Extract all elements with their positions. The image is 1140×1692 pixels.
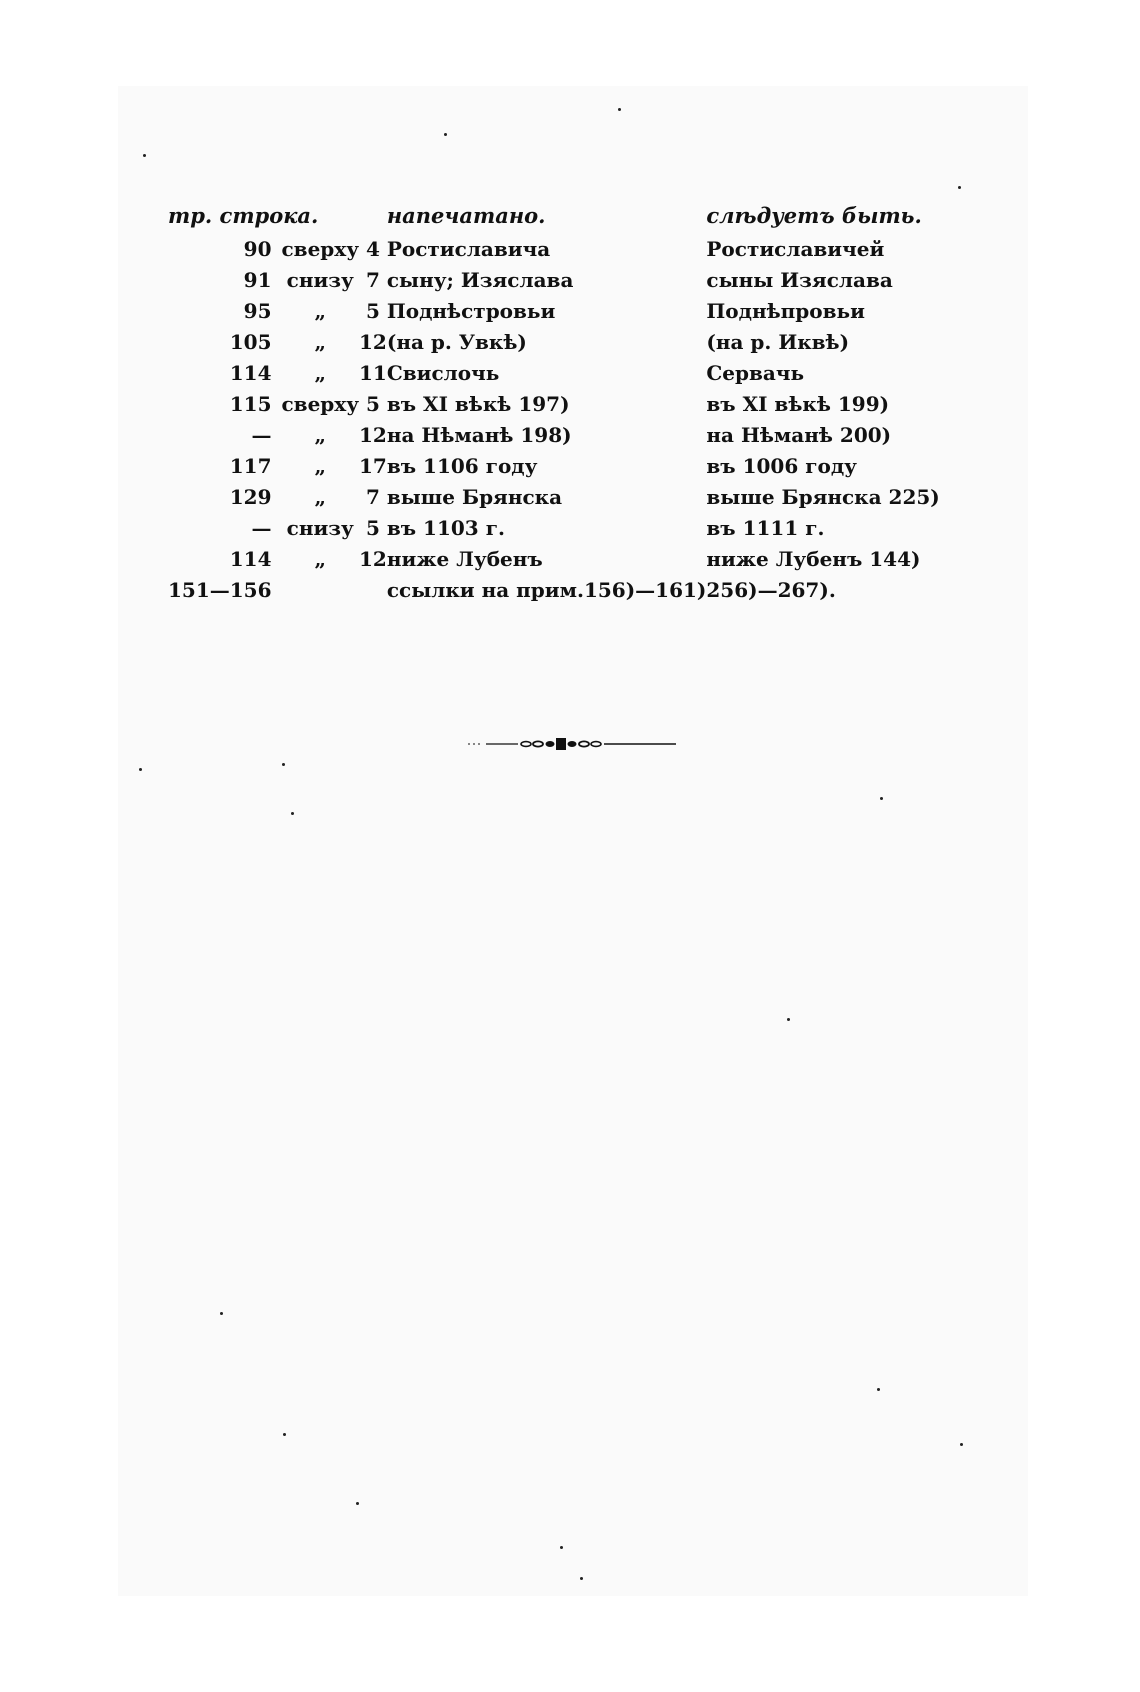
- print-speck: [444, 133, 447, 136]
- page-number-cell: —: [251, 516, 272, 540]
- errata-row: [168, 327, 940, 358]
- correct-text-cell: въ XI вѣкѣ 199): [706, 392, 890, 416]
- page-number-cell: 95: [243, 299, 272, 323]
- position-cell: „: [314, 454, 327, 478]
- page-number-cell: 114: [229, 361, 272, 385]
- errata-row: [168, 482, 940, 513]
- correct-text-cell: Сервачь: [706, 361, 805, 385]
- printed-text-cell: въ 1103 г.: [386, 516, 505, 540]
- errata-row: [168, 296, 940, 327]
- header-correct: слѣдуетъ быть.: [706, 203, 922, 228]
- print-speck: [958, 186, 961, 189]
- print-speck: [143, 154, 146, 157]
- page-number-cell: 115: [229, 392, 272, 416]
- print-speck: [618, 108, 621, 111]
- position-cell: сверху: [281, 392, 360, 416]
- print-speck: [877, 1388, 880, 1391]
- printed-text-cell: Поднѣстровьи: [386, 299, 556, 323]
- errata-row: [168, 389, 940, 420]
- page-number-cell: 151—156: [168, 578, 272, 602]
- print-speck: [580, 1577, 583, 1580]
- errata-row: [168, 358, 940, 389]
- correct-text-cell: въ 1111 г.: [706, 516, 825, 540]
- correct-text-cell: ниже Лубенъ 144): [706, 547, 921, 571]
- page-number-cell: —: [251, 423, 272, 447]
- line-number-cell: 11: [359, 361, 387, 385]
- correct-text-cell: на Нѣманѣ 200): [706, 423, 892, 447]
- errata-body: [168, 234, 940, 606]
- print-speck: [220, 1312, 223, 1315]
- line-number-cell: 12: [359, 330, 387, 354]
- correct-text-cell: Ростиславичей: [706, 237, 885, 261]
- errata-row: [168, 265, 940, 296]
- errata-row: [168, 575, 940, 606]
- position-cell: „: [314, 361, 327, 385]
- errata-header-row: [168, 200, 940, 234]
- line-number-cell: 17: [359, 454, 387, 478]
- position-cell: „: [314, 485, 327, 509]
- page-number-cell: 105: [229, 330, 272, 354]
- header-printed: напечатано.: [386, 203, 546, 228]
- correct-text-cell: въ 1006 году: [706, 454, 857, 478]
- print-speck: [787, 1018, 790, 1021]
- line-number-cell: 7: [365, 485, 380, 509]
- position-cell: снизу: [286, 268, 354, 292]
- printed-text-cell: Свислочь: [386, 361, 500, 385]
- print-speck: [560, 1546, 563, 1549]
- correct-text-cell: выше Брянска 225): [706, 485, 940, 509]
- errata-row: [168, 420, 940, 451]
- line-number-cell: 5: [365, 299, 380, 323]
- errata-row: [168, 544, 940, 575]
- printed-text-cell: выше Брянска: [386, 485, 563, 509]
- correct-text-cell: 256)—267).: [706, 578, 836, 602]
- page-number-cell: 129: [229, 485, 272, 509]
- page-number-cell: 117: [229, 454, 272, 478]
- errata-row: [168, 451, 940, 482]
- page-number-cell: 90: [243, 237, 272, 261]
- position-cell: [282, 575, 360, 606]
- line-number-cell: [359, 575, 387, 606]
- print-speck: [282, 763, 285, 766]
- printed-text-cell: въ 1106 году: [386, 454, 538, 478]
- line-number-cell: 5: [365, 392, 380, 416]
- print-speck: [139, 768, 142, 771]
- print-speck: [283, 1433, 286, 1436]
- correct-text-cell: сыны Изяслава: [706, 268, 893, 292]
- printed-text-cell: ниже Лубенъ: [386, 547, 543, 571]
- position-cell: сверху: [281, 237, 360, 261]
- printed-text-cell: сыну; Изяслава: [386, 268, 574, 292]
- printed-text-cell: ссылки на прим.156)—161): [386, 578, 707, 602]
- position-cell: „: [314, 547, 327, 571]
- position-cell: „: [314, 423, 327, 447]
- line-number-cell: 4: [365, 237, 380, 261]
- print-speck: [356, 1502, 359, 1505]
- position-cell: „: [314, 330, 327, 354]
- ornamental-divider: [468, 736, 676, 752]
- page-number-cell: 114: [229, 547, 272, 571]
- line-number-cell: 5: [365, 516, 380, 540]
- printed-text-cell: Ростиславича: [386, 237, 551, 261]
- line-number-cell: 12: [359, 423, 387, 447]
- errata-row: [168, 513, 940, 544]
- printed-text-cell: (на р. Увкѣ): [386, 330, 527, 354]
- page-number-cell: 91: [243, 268, 272, 292]
- correct-text-cell: Поднѣпровьи: [706, 299, 865, 323]
- line-number-cell: 7: [365, 268, 380, 292]
- correct-text-cell: (на р. Иквѣ): [706, 330, 850, 354]
- printed-text-cell: на Нѣманѣ 198): [386, 423, 572, 447]
- line-number-cell: 12: [359, 547, 387, 571]
- position-cell: снизу: [286, 516, 354, 540]
- errata-table: [168, 200, 940, 606]
- printed-text-cell: въ XI вѣкѣ 197): [386, 392, 570, 416]
- errata-row: [168, 234, 940, 265]
- print-speck: [291, 812, 294, 815]
- position-cell: „: [314, 299, 327, 323]
- print-speck: [960, 1443, 963, 1446]
- print-speck: [880, 797, 883, 800]
- header-page-line: тр. строка.: [168, 203, 319, 228]
